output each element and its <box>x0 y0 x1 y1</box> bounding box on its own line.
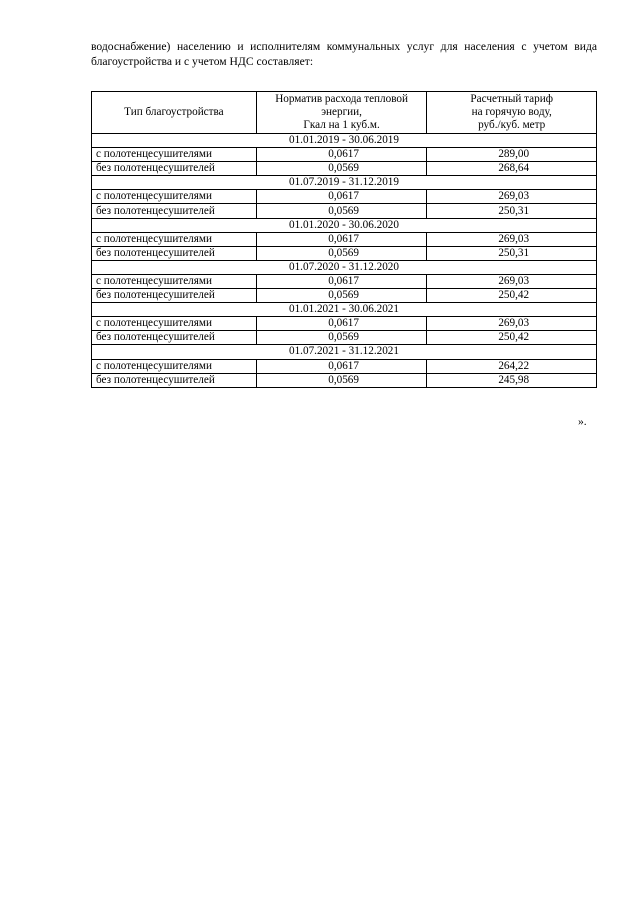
header-tariff-line1: Расчетный тариф <box>470 93 553 105</box>
cell-norm: 0,0569 <box>256 162 427 176</box>
table-row <box>92 190 597 204</box>
period-label: 01.01.2019 - 30.06.2019 <box>92 134 597 148</box>
table-row <box>92 204 597 218</box>
closing-quote-mark: ». <box>578 415 587 428</box>
period-label: 01.01.2020 - 30.06.2020 <box>92 218 597 232</box>
cell-norm: 0,0617 <box>256 190 427 204</box>
cell-type: с полотенцесушителями <box>92 274 257 288</box>
table-row <box>92 162 597 176</box>
period-label: 01.07.2021 - 31.12.2021 <box>92 345 597 359</box>
period-row <box>92 218 597 232</box>
table-row <box>92 373 597 387</box>
header-norm <box>256 92 427 134</box>
cell-type: с полотенцесушителями <box>92 317 257 331</box>
cell-tariff: 264,22 <box>427 359 597 373</box>
header-type: Тип благоустройства <box>92 92 257 134</box>
cell-tariff: 250,42 <box>427 331 597 345</box>
cell-norm: 0,0569 <box>256 246 427 260</box>
tariff-table <box>91 91 597 388</box>
table-row <box>92 289 597 303</box>
cell-type: без полотенцесушителей <box>92 373 257 387</box>
header-norm-line1: Норматив расхода тепловой <box>275 93 408 105</box>
cell-tariff: 269,03 <box>427 232 597 246</box>
cell-type: с полотенцесушителями <box>92 190 257 204</box>
cell-tariff: 268,64 <box>427 162 597 176</box>
cell-tariff: 269,03 <box>427 317 597 331</box>
cell-norm: 0,0617 <box>256 148 427 162</box>
cell-type: без полотенцесушителей <box>92 162 257 176</box>
period-label: 01.07.2019 - 31.12.2019 <box>92 176 597 190</box>
period-row <box>92 345 597 359</box>
header-norm-line3: Гкал на 1 куб.м. <box>303 119 380 131</box>
cell-tariff: 269,03 <box>427 274 597 288</box>
cell-norm: 0,0617 <box>256 274 427 288</box>
table-row <box>92 148 597 162</box>
header-norm-line2: энергии, <box>321 106 362 118</box>
cell-norm: 0,0617 <box>256 317 427 331</box>
header-tariff-line2: на горячую воду, <box>471 106 552 118</box>
table-row <box>92 232 597 246</box>
cell-type: с полотенцесушителями <box>92 148 257 162</box>
cell-norm: 0,0569 <box>256 204 427 218</box>
cell-type: без полотенцесушителей <box>92 246 257 260</box>
header-tariff <box>427 92 597 134</box>
cell-norm: 0,0569 <box>256 331 427 345</box>
table-row <box>92 274 597 288</box>
table-row <box>92 331 597 345</box>
period-label: 01.07.2020 - 31.12.2020 <box>92 260 597 274</box>
cell-tariff: 250,31 <box>427 204 597 218</box>
cell-type: с полотенцесушителями <box>92 232 257 246</box>
table-row <box>92 317 597 331</box>
period-row <box>92 176 597 190</box>
cell-tariff: 289,00 <box>427 148 597 162</box>
intro-paragraph: водоснабжение) населению и исполнителям коммунальных услуг для населения с учетом вида благоустройства и с учетом НДС составляет: <box>91 40 597 68</box>
cell-norm: 0,0617 <box>256 359 427 373</box>
cell-tariff: 250,31 <box>427 246 597 260</box>
table-row <box>92 359 597 373</box>
cell-tariff: 250,42 <box>427 289 597 303</box>
period-row <box>92 134 597 148</box>
period-label: 01.01.2021 - 30.06.2021 <box>92 303 597 317</box>
tariff-table-body <box>92 134 597 388</box>
tariff-table-header <box>92 92 597 134</box>
cell-type: без полотенцесушителей <box>92 204 257 218</box>
cell-tariff: 269,03 <box>427 190 597 204</box>
table-row <box>92 246 597 260</box>
cell-norm: 0,0569 <box>256 289 427 303</box>
cell-type: без полотенцесушителей <box>92 289 257 303</box>
cell-norm: 0,0569 <box>256 373 427 387</box>
cell-type: с полотенцесушителями <box>92 359 257 373</box>
cell-type: без полотенцесушителей <box>92 331 257 345</box>
period-row <box>92 303 597 317</box>
cell-norm: 0,0617 <box>256 232 427 246</box>
cell-tariff: 245,98 <box>427 373 597 387</box>
header-tariff-line3: руб./куб. метр <box>478 119 546 131</box>
period-row <box>92 260 597 274</box>
